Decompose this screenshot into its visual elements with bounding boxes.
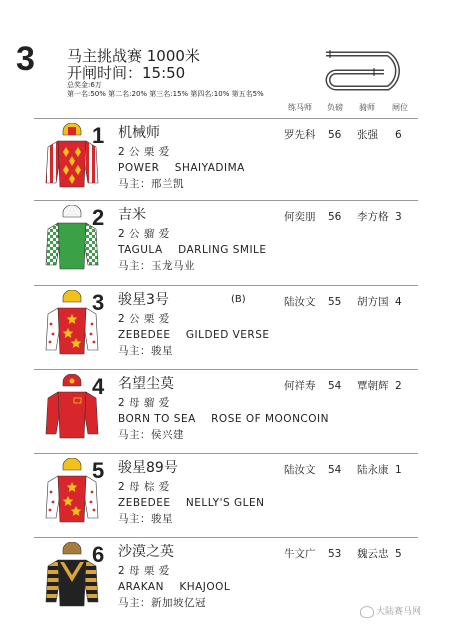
horse-number: 5: [92, 458, 105, 483]
horse-name: 骏星3号: [118, 292, 169, 308]
col-weight: 负磅: [327, 103, 343, 112]
sire: BORN TO SEA: [118, 413, 196, 425]
dam: KHAJOOL: [179, 581, 231, 593]
prize-split: 第一名:50% 第二名:20% 第三名:15% 第四名:10% 第五名5%: [67, 90, 264, 98]
dam: SHAIYADIMA: [174, 162, 245, 174]
col-jockey: 骑师: [359, 103, 375, 112]
dam: DARLING SMILE: [178, 244, 267, 256]
horse-row: [34, 285, 418, 360]
horse-number: 1: [92, 123, 105, 148]
weight: 54: [328, 380, 342, 392]
horse-info: 2 母 棕 爱: [118, 481, 170, 493]
col-trainer: 练马师: [288, 103, 312, 112]
owner: 马主：邢兰凯: [118, 178, 184, 190]
trainer: 陆汝文: [284, 464, 316, 476]
owner: 马主：骏星: [118, 513, 173, 525]
watermark: [360, 604, 421, 618]
horse-name: 吉米: [118, 207, 146, 223]
jockey: 张强: [357, 129, 378, 141]
dam: NELLY'S GLEN: [185, 497, 265, 509]
trainer: 陆汝文: [284, 296, 316, 308]
horse-info: 2 母 骝 爱: [118, 397, 170, 409]
horse-row: [34, 118, 418, 193]
draw: 2: [395, 380, 402, 392]
jockey: 魏云忠: [357, 548, 389, 560]
pedigree: [118, 581, 230, 593]
horse-info: 2 公 骝 爱: [118, 228, 170, 240]
horse-number: 3: [92, 290, 105, 315]
horse-row: [34, 453, 418, 528]
race-number: 3: [16, 40, 35, 78]
horse-info: 2 母 栗 爱: [118, 565, 170, 577]
dam: ROSE OF MOONCOIN: [211, 413, 329, 425]
track-diagram-icon: [318, 44, 414, 94]
draw: 4: [395, 296, 402, 308]
pedigree: [118, 413, 329, 425]
sire: ZEBEDEE: [118, 329, 171, 341]
weight: 56: [328, 129, 342, 141]
sire: ZEBEDEE: [118, 497, 171, 509]
draw: 3: [395, 211, 402, 223]
owner: 马主：新加坡亿冠: [118, 597, 206, 609]
sire: TAGULA: [118, 244, 163, 256]
weight: 54: [328, 464, 342, 476]
owner: 马主：侯兴建: [118, 429, 184, 441]
horse-row: [34, 537, 418, 612]
start-time: 开闸时间：15:50: [67, 64, 186, 82]
draw: 6: [395, 129, 402, 141]
wechat-icon: [360, 606, 374, 618]
race-header: [0, 0, 450, 115]
pedigree: [118, 162, 245, 174]
horse-row: [34, 369, 418, 444]
horse-number: 6: [92, 542, 105, 567]
owner: 马主：玉龙马业: [118, 260, 195, 272]
jockey: 李方格: [357, 211, 389, 223]
horse-name: 机械师: [118, 125, 160, 141]
horse-name: 沙漠之英: [118, 544, 174, 560]
horse-number: 4: [92, 374, 105, 399]
weight: 55: [328, 296, 342, 308]
horse-name: 名望尘莫: [118, 376, 174, 392]
race-title: 马主挑战赛 1000米: [67, 47, 200, 65]
horse-name: 骏星89号: [118, 460, 178, 476]
sire: ARAKAN: [118, 581, 164, 593]
draw: 1: [395, 464, 402, 476]
trainer: 何祥寿: [284, 380, 316, 392]
horse-info: 2 公 栗 爱: [118, 313, 170, 325]
trainer: 何奕朋: [284, 211, 316, 223]
trainer: 牛文广: [284, 548, 316, 560]
equipment-tag: (B): [231, 294, 246, 305]
pedigree: [118, 497, 264, 509]
owner: 马主：骏星: [118, 345, 173, 357]
horse-number: 2: [92, 205, 105, 230]
jockey: 胡方国: [357, 296, 389, 308]
pedigree: [118, 329, 270, 341]
dam: GILDED VERSE: [185, 329, 270, 341]
pedigree: [118, 244, 267, 256]
horse-row: [34, 200, 418, 275]
total-prize: 总奖金:6万: [67, 81, 102, 89]
weight: 53: [328, 548, 342, 560]
watermark-text: 大陆赛马网: [376, 607, 422, 617]
horse-info: 2 公 栗 爱: [118, 146, 170, 158]
jockey: 陆永康: [357, 464, 389, 476]
weight: 56: [328, 211, 342, 223]
sire: POWER: [118, 162, 160, 174]
draw: 5: [395, 548, 402, 560]
trainer: 罗先科: [284, 129, 316, 141]
col-draw: 闸位: [392, 103, 408, 112]
jockey: 覃朝辉: [357, 380, 389, 392]
